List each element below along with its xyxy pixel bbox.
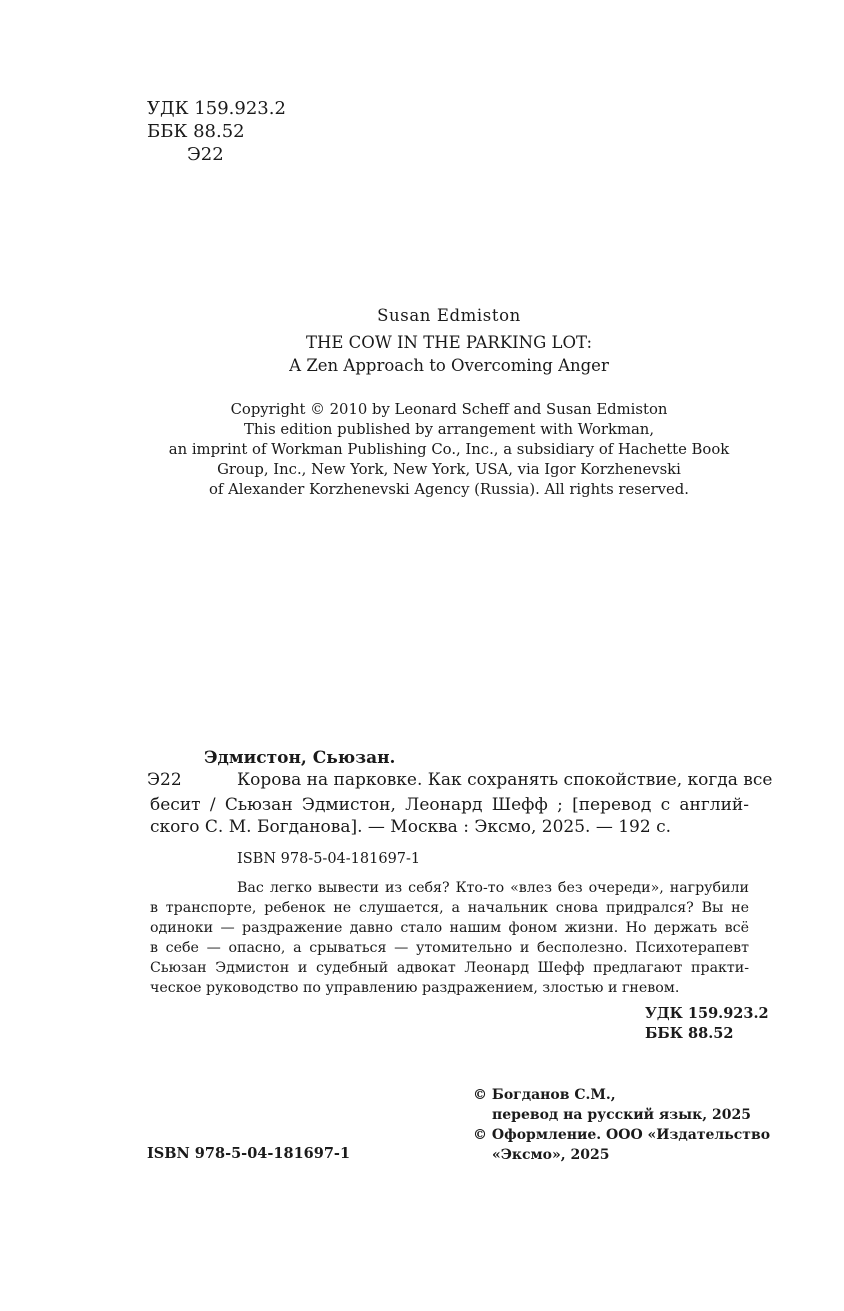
holder-line: перевод на русский язык, 2025 <box>492 1107 751 1123</box>
author-mark: Э22 <box>187 144 224 165</box>
record-line: бесит / Сьюзан Эдмистон, Леонард Шефф ; [перевод с англий- <box>150 795 749 815</box>
udk-code-bottom: УДК 159.923.2 <box>645 1005 769 1022</box>
original-author: Susan Edmiston <box>377 306 521 325</box>
annotation-line: Вас легко вывести из себя? Кто-то «влез без очереди», нагрубили <box>237 880 749 896</box>
bbk-code: ББК 88.52 <box>147 121 245 142</box>
udk-code: УДК 159.923.2 <box>147 98 286 119</box>
annotation-line: в себе — опасно, а срываться — утомительно и бесполезно. Психотерапевт <box>150 940 749 956</box>
holder-line: © Оформление. ООО «Издательство <box>473 1127 771 1143</box>
record-line: ского С. М. Богданова]. — Москва : Эксмо, 2025. — 192 с. <box>150 817 672 837</box>
copyright-line: Copyright © 2010 by Leonard Scheff and Susan Edmiston <box>230 401 668 418</box>
record-mark: Э22 <box>147 770 182 790</box>
copyright-line: an imprint of Workman Publishing Co., Inc., a subsidiary of Hachette Book <box>168 441 730 458</box>
annotation-line: ческое руководство по управлению раздражением, злостью и гневом. <box>150 980 680 996</box>
record-line: Корова на парковке. Как сохранять спокойствие, когда все <box>237 770 773 790</box>
holder-line: © Богданов С.М., <box>473 1087 616 1103</box>
original-title-line-2: A Zen Approach to Overcoming Anger <box>289 356 609 375</box>
annotation-line: Сьюзан Эдмистон и судебный адвокат Леонард Шефф предлагают практи- <box>150 960 749 976</box>
annotation-line: в транспорте, ребенок не слушается, а начальник снова придрался? Вы не <box>150 900 749 916</box>
original-title-line-1: THE COW IN THE PARKING LOT: <box>305 333 593 352</box>
bbk-code-bottom: ББК 88.52 <box>645 1025 734 1042</box>
record-heading: Эдмистон, Сьюзан. <box>204 748 396 768</box>
annotation-line: одиноки — раздражение давно стало нашим фоном жизни. Но держать всё <box>150 920 749 936</box>
copyright-line: This edition published by arrangement with Workman, <box>243 421 655 438</box>
holder-line: «Эксмо», 2025 <box>492 1147 610 1163</box>
copyright-line: of Alexander Korzhenevski Agency (Russia). All rights reserved. <box>209 481 689 498</box>
isbn-bottom: ISBN 978-5-04-181697-1 <box>147 1145 351 1162</box>
record-isbn: ISBN 978-5-04-181697-1 <box>237 851 421 867</box>
copyright-line: Group, Inc., New York, New York, USA, via Igor Korzhenevski <box>217 461 681 478</box>
